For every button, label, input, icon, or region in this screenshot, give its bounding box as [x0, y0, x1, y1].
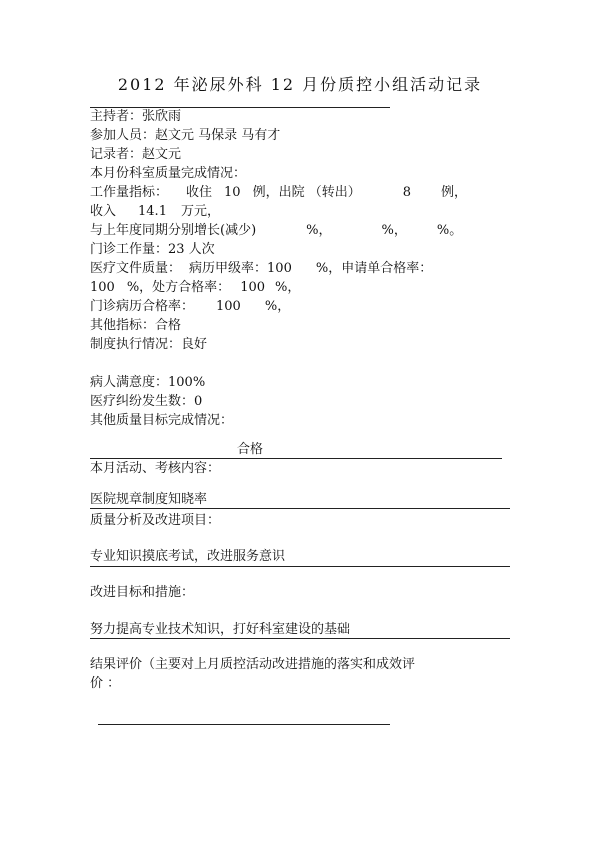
rx-value: 100 [240, 280, 266, 295]
goals-value: 努力提高专业技术知识，打好科室建设的基础 [90, 622, 351, 637]
growth-percent-1: %， [306, 223, 332, 238]
admit-unit: 例，出院 （转出） [252, 185, 361, 200]
record-a-value: 100 [267, 261, 292, 276]
participants-line: 参加人员：赵文元 马保录 马有才 [90, 128, 281, 143]
medical-docs-label: 医疗文件质量： [90, 261, 182, 276]
activities-value: 医院规章制度知晓率 [90, 492, 208, 507]
result-rule [98, 724, 390, 725]
satisfaction-line: 病人满意度：100% [90, 375, 206, 390]
rx-suffix: %， [275, 280, 301, 295]
disputes-line: 医疗纠纷发生数：0 [90, 394, 203, 409]
op-record-suffix: %， [264, 299, 291, 314]
result-label-line-1: 结果评价（主要对上月质控活动改进措施的落实和成效评 [90, 657, 416, 672]
medical-docs-line [90, 259, 432, 278]
quality-heading: 本月份科室质量完成情况： [90, 166, 247, 181]
admit-label: 收住 [186, 185, 213, 200]
workload-line [90, 183, 467, 202]
outpatient-line: 门诊工作量：23 人次 [90, 242, 215, 257]
income-unit: 万元， [180, 204, 220, 219]
analysis-rule [90, 566, 510, 567]
host-line: 主持者：张欣雨 [90, 109, 182, 124]
activities-label: 本月活动、考核内容： [90, 461, 221, 476]
other-goals-label: 其他质量目标完成情况： [90, 413, 234, 428]
goals-label: 改进目标和措施： [90, 585, 195, 600]
goals-rule [90, 638, 510, 639]
income-value: 14.1 [138, 204, 167, 219]
discharge-unit: 例， [441, 185, 468, 200]
system-exec-line: 制度执行情况：良好 [90, 337, 208, 352]
request-rx-line [90, 278, 300, 297]
workload-label: 工作量指标： [90, 185, 169, 200]
op-record-value: 100 [216, 299, 241, 314]
record-a-suffix: %，申请单合格率： [315, 261, 433, 276]
request-value: 100 [90, 280, 115, 295]
analysis-value: 专业知识摸底考试，改进服务意识 [90, 549, 286, 564]
record-a-label: 病历甲级率： [189, 261, 268, 276]
other-indicators-line: 其他指标：合格 [90, 318, 182, 333]
discharge-value: 8 [402, 185, 411, 200]
growth-percent-2: %， [381, 223, 407, 238]
request-suffix: %，处方合格率： [126, 280, 231, 295]
growth-label: 与上年度同期分别增长(减少) [90, 223, 257, 238]
growth-line [90, 221, 462, 240]
page-title: 2012 年泌尿外科 12 月份质控小组活动记录 [117, 75, 483, 94]
other-goals-value: 合格 [237, 442, 264, 457]
recorder-line: 记录者：赵文元 [90, 147, 182, 162]
analysis-label: 质量分析及改进项目： [90, 513, 221, 528]
growth-percent-3: %。 [436, 223, 463, 238]
income-label: 收入 [90, 204, 117, 219]
op-record-label: 门诊病历合格率： [90, 299, 195, 314]
admit-value: 10 [224, 185, 241, 200]
activities-rule [90, 508, 510, 509]
income-line [90, 202, 220, 221]
outpatient-record-line [90, 297, 290, 316]
result-label-line-2: 价 ： [90, 676, 121, 691]
